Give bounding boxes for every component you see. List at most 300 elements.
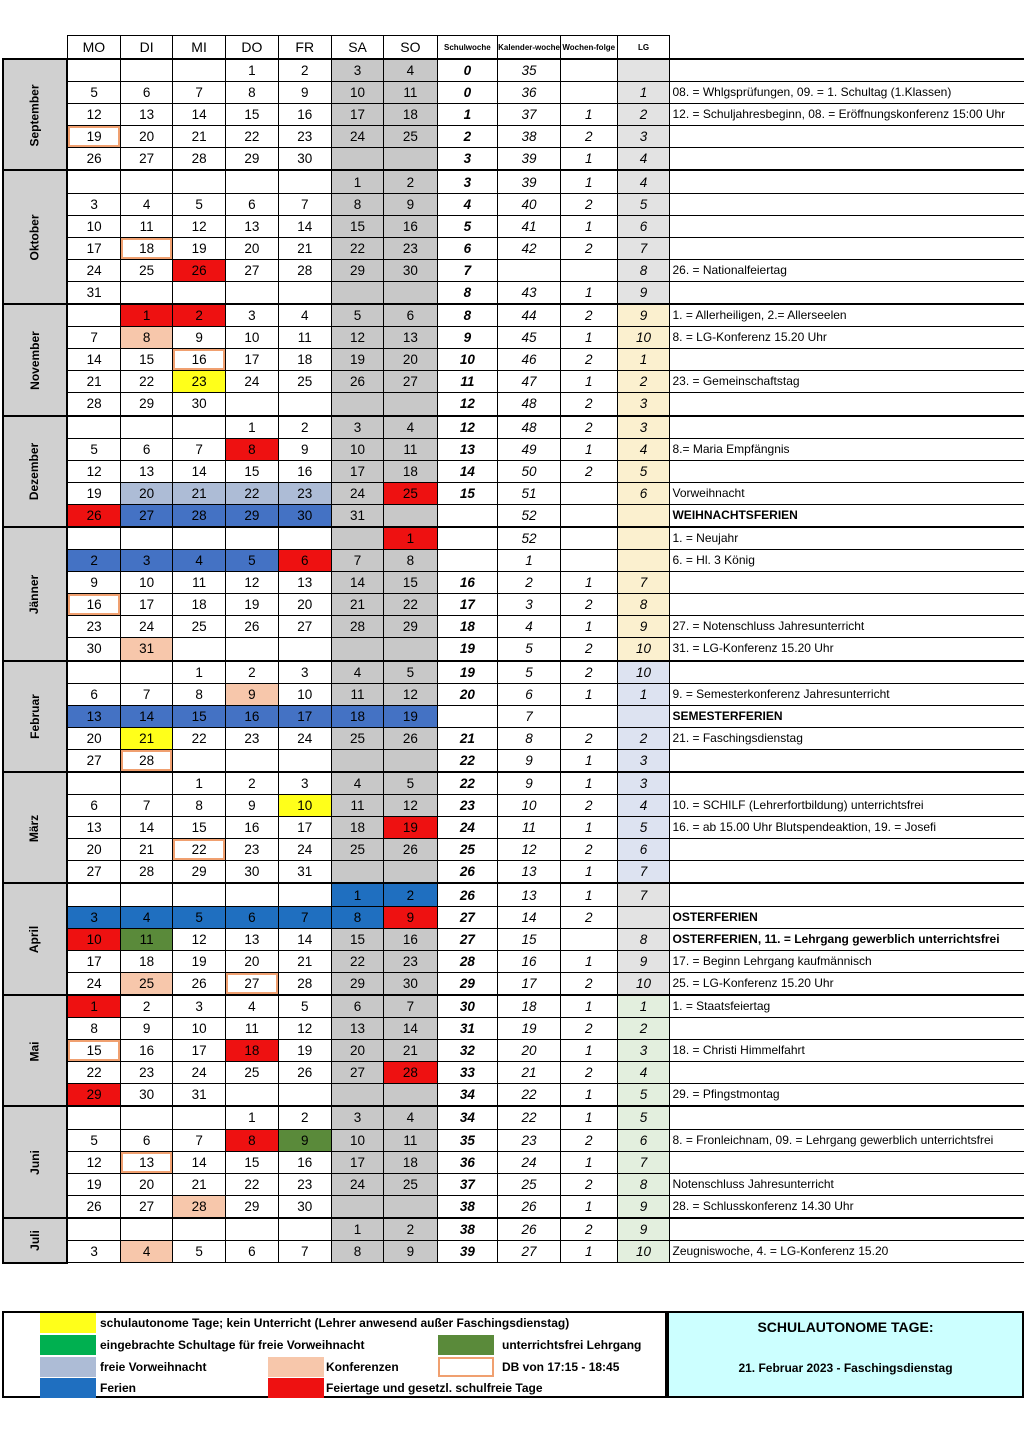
kalenderwoche-cell: 45 — [498, 327, 561, 349]
day-cell: 21 — [67, 371, 121, 393]
day-cell: 20 — [226, 237, 279, 259]
wochenfolge-cell: 2 — [560, 126, 617, 148]
day-cell: 19 — [67, 482, 121, 504]
week-row — [3, 371, 1024, 393]
kalenderwoche-cell: 43 — [498, 281, 561, 304]
day-cell: 27 — [121, 1195, 173, 1218]
legend-grayblue-label: freie Vorweihnacht — [100, 1360, 207, 1374]
wochenfolge-cell: 1 — [560, 861, 617, 884]
lg-cell: 5 — [617, 817, 670, 839]
day-cell — [67, 1106, 121, 1129]
kalenderwoche-cell: 23 — [498, 1129, 561, 1151]
day-cell: 9 — [67, 572, 121, 594]
wochenfolge-cell: 1 — [560, 749, 617, 772]
note-cell — [670, 1062, 1024, 1084]
week-row — [3, 126, 1024, 148]
lg-cell: 6 — [617, 215, 670, 237]
schulwoche-header: Schulwoche — [437, 36, 498, 60]
day-cell: 24 — [226, 371, 279, 393]
day-cell — [384, 281, 437, 304]
schulwoche-cell: 24 — [437, 817, 498, 839]
day-cell: 4 — [331, 772, 383, 795]
day-cell: 12 — [384, 683, 437, 705]
note-cell: 9. = Semesterkonferenz Jahresunterricht — [670, 683, 1024, 705]
week-row — [3, 705, 1024, 727]
schulwoche-cell: 7 — [437, 259, 498, 281]
day-cell: 17 — [67, 237, 121, 259]
day-cell: 16 — [278, 1151, 331, 1173]
day-cell: 27 — [67, 749, 121, 772]
weekday-header: MI — [173, 36, 226, 60]
legend-peach-label: Konferenzen — [326, 1360, 399, 1374]
note-cell: 8.= Maria Empfängnis — [670, 438, 1024, 460]
schulwoche-cell: 27 — [437, 906, 498, 928]
day-cell: 5 — [173, 1240, 226, 1262]
day-cell: 15 — [173, 817, 226, 839]
day-cell — [121, 170, 173, 193]
day-cell — [67, 416, 121, 439]
day-cell: 27 — [121, 504, 173, 527]
note-cell — [670, 1218, 1024, 1241]
note-cell: WEIHNACHTSFERIEN — [670, 504, 1024, 527]
schulwoche-cell: 8 — [437, 281, 498, 304]
day-cell: 22 — [226, 482, 279, 504]
note-cell — [670, 460, 1024, 482]
kalenderwoche-cell: 35 — [498, 59, 561, 82]
day-cell: 20 — [67, 839, 121, 861]
lg-cell: 5 — [617, 1084, 670, 1107]
day-cell: 8 — [331, 193, 383, 215]
wochenfolge-cell: 2 — [560, 237, 617, 259]
day-cell: 2 — [226, 772, 279, 795]
wochenfolge-cell: 1 — [560, 995, 617, 1018]
day-cell: 12 — [67, 1151, 121, 1173]
day-cell: 8 — [226, 438, 279, 460]
kalenderwoche-cell: 17 — [498, 972, 561, 995]
note-cell: 18. = Christi Himmelfahrt — [670, 1040, 1024, 1062]
day-cell: 26 — [173, 259, 226, 281]
legend-peach-swatch — [268, 1357, 324, 1377]
day-cell: 20 — [384, 349, 437, 371]
schulwoche-cell: 23 — [437, 795, 498, 817]
day-cell: 14 — [67, 349, 121, 371]
legend-grayblue-swatch — [40, 1357, 96, 1377]
day-cell: 13 — [67, 705, 121, 727]
kalenderwoche-cell: 26 — [498, 1195, 561, 1218]
lg-cell: 4 — [617, 170, 670, 193]
day-cell: 7 — [121, 683, 173, 705]
wochenfolge-cell: 2 — [560, 460, 617, 482]
week-row — [3, 1062, 1024, 1084]
schulwoche-cell: 34 — [437, 1106, 498, 1129]
month-name: März — [27, 814, 42, 842]
lg-cell: 3 — [617, 749, 670, 772]
day-cell: 11 — [384, 438, 437, 460]
wochenfolge-cell: 1 — [560, 616, 617, 638]
day-cell: 2 — [121, 995, 173, 1018]
day-cell: 26 — [226, 616, 279, 638]
wochenfolge-cell: 2 — [560, 795, 617, 817]
day-cell: 29 — [173, 861, 226, 884]
kalenderwoche-cell: 52 — [498, 527, 561, 550]
day-cell — [173, 527, 226, 550]
wochenfolge-cell: 1 — [560, 327, 617, 349]
schulwoche-cell — [437, 504, 498, 527]
legend-lehrgang-label: unterrichtsfrei Lehrgang — [502, 1338, 642, 1352]
schulwoche-cell — [437, 705, 498, 727]
wochenfolge-cell: 2 — [560, 727, 617, 749]
day-cell — [67, 772, 121, 795]
day-cell: 22 — [173, 727, 226, 749]
kalenderwoche-cell: 51 — [498, 482, 561, 504]
day-cell: 23 — [384, 237, 437, 259]
month-name: April — [27, 926, 42, 954]
day-cell: 8 — [226, 82, 279, 104]
week-row — [3, 1195, 1024, 1218]
day-cell: 9 — [384, 906, 437, 928]
day-cell: 25 — [331, 727, 383, 749]
week-row — [3, 193, 1024, 215]
day-cell: 7 — [67, 327, 121, 349]
note-cell: OSTERFERIEN, 11. = Lehrgang gewerblich unterrichtsfrei — [670, 928, 1024, 950]
day-cell: 22 — [173, 839, 226, 861]
wochenfolge-cell: 1 — [560, 1084, 617, 1107]
day-cell — [331, 861, 383, 884]
day-cell: 2 — [67, 550, 121, 572]
day-cell: 3 — [331, 59, 383, 82]
schulwoche-cell: 6 — [437, 237, 498, 259]
note-cell: 10. = SCHILF (Lehrerfortbildung) unterrichtsfrei — [670, 795, 1024, 817]
week-row — [3, 148, 1024, 171]
lg-cell: 6 — [617, 1129, 670, 1151]
day-cell: 12 — [173, 215, 226, 237]
weekday-header: SA — [331, 36, 383, 60]
day-cell: 15 — [226, 104, 279, 126]
kalenderwoche-cell: 46 — [498, 349, 561, 371]
day-cell — [384, 1195, 437, 1218]
note-cell: 29. = Pfingstmontag — [670, 1084, 1024, 1107]
day-cell: 1 — [173, 661, 226, 684]
day-cell: 20 — [226, 950, 279, 972]
day-cell: 8 — [173, 795, 226, 817]
schulwoche-cell: 26 — [437, 883, 498, 906]
day-cell: 11 — [384, 82, 437, 104]
day-cell: 2 — [384, 1218, 437, 1241]
day-cell: 6 — [121, 82, 173, 104]
day-cell: 27 — [121, 148, 173, 171]
day-cell: 10 — [173, 1018, 226, 1040]
week-row — [3, 349, 1024, 371]
day-cell — [278, 393, 331, 416]
lg-cell: 8 — [617, 594, 670, 616]
day-cell — [331, 393, 383, 416]
lg-cell: 9 — [617, 1218, 670, 1241]
kalenderwoche-cell: 3 — [498, 594, 561, 616]
day-cell: 11 — [278, 327, 331, 349]
day-cell: 7 — [384, 995, 437, 1018]
day-cell: 27 — [384, 371, 437, 393]
day-cell: 1 — [121, 304, 173, 327]
note-cell — [670, 59, 1024, 82]
day-cell: 8 — [67, 1018, 121, 1040]
day-cell: 6 — [226, 193, 279, 215]
day-cell: 29 — [331, 259, 383, 281]
week-row — [3, 550, 1024, 572]
day-cell: 4 — [384, 59, 437, 82]
weekday-header: DI — [121, 36, 173, 60]
day-cell: 28 — [173, 504, 226, 527]
day-cell: 5 — [67, 1129, 121, 1151]
day-cell: 10 — [226, 327, 279, 349]
lg-cell: 1 — [617, 995, 670, 1018]
kalenderwoche-cell: 42 — [498, 237, 561, 259]
wochenfolge-cell: 2 — [560, 661, 617, 684]
week-row — [3, 683, 1024, 705]
day-cell: 13 — [384, 327, 437, 349]
day-cell: 16 — [226, 817, 279, 839]
day-cell: 2 — [278, 1106, 331, 1129]
day-cell: 18 — [278, 349, 331, 371]
day-cell: 2 — [173, 304, 226, 327]
week-row — [3, 616, 1024, 638]
day-cell: 11 — [121, 928, 173, 950]
week-row — [3, 661, 1024, 684]
day-cell: 25 — [173, 616, 226, 638]
month-label-cell — [3, 1106, 67, 1217]
note-cell: 1. = Neujahr — [670, 527, 1024, 550]
day-cell: 1 — [226, 59, 279, 82]
lg-cell: 6 — [617, 839, 670, 861]
day-cell: 1 — [384, 527, 437, 550]
day-cell: 16 — [121, 1040, 173, 1062]
day-cell: 29 — [384, 616, 437, 638]
day-cell: 6 — [278, 550, 331, 572]
day-cell: 30 — [384, 972, 437, 995]
schulwoche-cell: 32 — [437, 1040, 498, 1062]
day-cell: 3 — [67, 906, 121, 928]
day-cell: 28 — [121, 749, 173, 772]
day-cell — [121, 1106, 173, 1129]
schulwoche-cell — [437, 550, 498, 572]
legend-orange-label: DB von 17:15 - 18:45 — [502, 1360, 620, 1374]
day-cell: 21 — [278, 237, 331, 259]
day-cell: 8 — [331, 1240, 383, 1262]
week-row — [3, 59, 1024, 82]
week-row — [3, 928, 1024, 950]
week-row — [3, 215, 1024, 237]
day-cell — [278, 527, 331, 550]
lg-cell: 2 — [617, 1018, 670, 1040]
schulwoche-cell: 29 — [437, 972, 498, 995]
day-cell: 2 — [226, 661, 279, 684]
day-cell: 23 — [278, 1173, 331, 1195]
day-cell: 19 — [331, 349, 383, 371]
week-row — [3, 861, 1024, 884]
day-cell: 18 — [121, 950, 173, 972]
week-row — [3, 795, 1024, 817]
note-cell — [670, 393, 1024, 416]
schulwoche-cell: 34 — [437, 1084, 498, 1107]
autonomous-title: SCHULAUTONOME TAGE: — [757, 1319, 934, 1335]
day-cell: 16 — [67, 594, 121, 616]
day-cell: 5 — [226, 550, 279, 572]
schulwoche-cell — [437, 527, 498, 550]
day-cell: 5 — [384, 661, 437, 684]
week-row — [3, 839, 1024, 861]
day-cell: 10 — [331, 438, 383, 460]
schulwoche-cell: 30 — [437, 995, 498, 1018]
day-cell: 26 — [67, 504, 121, 527]
day-cell: 30 — [278, 1195, 331, 1218]
day-cell — [278, 281, 331, 304]
lg-cell: 4 — [617, 148, 670, 171]
day-cell: 3 — [278, 661, 331, 684]
legend-yellow-swatch — [40, 1313, 96, 1333]
legend-darkgreen-swatch — [438, 1335, 494, 1355]
kalenderwoche-cell: 5 — [498, 661, 561, 684]
day-cell — [226, 749, 279, 772]
note-cell: 08. = Whlgsprüfungen, 09. = 1. Schultag (1.Klassen) — [670, 82, 1024, 104]
day-cell: 2 — [384, 883, 437, 906]
day-cell: 26 — [384, 727, 437, 749]
day-cell: 23 — [278, 126, 331, 148]
month-name: Dezember — [27, 443, 42, 501]
kalenderwoche-cell: 7 — [498, 705, 561, 727]
day-cell: 1 — [67, 995, 121, 1018]
lg-cell: 9 — [617, 1195, 670, 1218]
day-cell: 3 — [331, 416, 383, 439]
schulwoche-cell: 26 — [437, 861, 498, 884]
day-cell: 6 — [226, 1240, 279, 1262]
kalenderwoche-cell: 8 — [498, 727, 561, 749]
day-cell: 26 — [67, 1195, 121, 1218]
day-cell: 18 — [384, 460, 437, 482]
kalenderwoche-cell: 15 — [498, 928, 561, 950]
kalenderwoche-cell: 49 — [498, 438, 561, 460]
day-cell: 6 — [121, 1129, 173, 1151]
day-cell: 18 — [226, 1040, 279, 1062]
day-cell: 29 — [226, 148, 279, 171]
day-cell: 5 — [67, 82, 121, 104]
note-cell — [670, 1151, 1024, 1173]
day-cell: 4 — [121, 193, 173, 215]
day-cell: 29 — [226, 504, 279, 527]
wochenfolge-cell — [560, 259, 617, 281]
day-cell — [67, 304, 121, 327]
day-cell: 1 — [226, 416, 279, 439]
day-cell: 28 — [331, 616, 383, 638]
day-cell: 24 — [67, 259, 121, 281]
day-cell — [384, 1084, 437, 1107]
note-cell — [670, 126, 1024, 148]
day-cell: 22 — [384, 594, 437, 616]
day-cell: 18 — [384, 1151, 437, 1173]
note-cell — [670, 749, 1024, 772]
day-cell: 14 — [121, 705, 173, 727]
week-row — [3, 594, 1024, 616]
kalenderwoche-cell — [498, 259, 561, 281]
kalenderwoche-cell: 44 — [498, 304, 561, 327]
week-row — [3, 416, 1024, 439]
day-cell: 1 — [331, 170, 383, 193]
day-cell: 16 — [384, 215, 437, 237]
kalenderwoche-cell: 48 — [498, 416, 561, 439]
day-cell: 26 — [384, 839, 437, 861]
day-cell — [278, 749, 331, 772]
note-cell: Zeugniswoche, 4. = LG-Konferenz 15.20 — [670, 1240, 1024, 1262]
month-name: Oktober — [27, 214, 42, 261]
wochenfolge-cell: 1 — [560, 438, 617, 460]
day-cell: 25 — [384, 1173, 437, 1195]
day-cell: 30 — [278, 504, 331, 527]
day-cell: 21 — [173, 126, 226, 148]
day-cell: 3 — [67, 193, 121, 215]
week-row — [3, 438, 1024, 460]
day-cell — [173, 749, 226, 772]
day-cell: 26 — [67, 148, 121, 171]
day-cell: 10 — [67, 215, 121, 237]
day-cell: 21 — [173, 1173, 226, 1195]
lg-cell — [617, 504, 670, 527]
day-cell: 28 — [173, 1195, 226, 1218]
day-cell: 25 — [121, 972, 173, 995]
day-cell: 23 — [384, 950, 437, 972]
wochenfolge-cell: 2 — [560, 972, 617, 995]
day-cell: 7 — [173, 82, 226, 104]
note-cell — [670, 861, 1024, 884]
schulwoche-cell: 18 — [437, 616, 498, 638]
day-cell — [226, 883, 279, 906]
day-cell — [278, 638, 331, 661]
day-cell — [331, 1084, 383, 1107]
day-cell: 8 — [226, 1129, 279, 1151]
day-cell: 25 — [384, 482, 437, 504]
day-cell: 28 — [278, 259, 331, 281]
note-cell: 16. = ab 15.00 Uhr Blutspendeaktion, 19. = Josefi — [670, 817, 1024, 839]
day-cell: 11 — [226, 1018, 279, 1040]
day-cell — [121, 1218, 173, 1241]
month-label-cell — [3, 416, 67, 527]
day-cell — [121, 883, 173, 906]
day-cell: 23 — [226, 727, 279, 749]
day-cell: 21 — [331, 594, 383, 616]
note-cell — [670, 883, 1024, 906]
note-cell — [670, 148, 1024, 171]
day-cell: 30 — [384, 259, 437, 281]
kalenderwoche-cell: 4 — [498, 616, 561, 638]
day-cell: 10 — [278, 683, 331, 705]
day-cell: 18 — [173, 594, 226, 616]
autonomous-days-box — [667, 1311, 1024, 1398]
day-cell: 2 — [278, 416, 331, 439]
day-cell: 6 — [67, 683, 121, 705]
wochenfolge-cell — [560, 527, 617, 550]
schulwoche-cell: 1 — [437, 104, 498, 126]
note-cell — [670, 594, 1024, 616]
day-cell: 15 — [67, 1040, 121, 1062]
kalenderwoche-cell: 9 — [498, 749, 561, 772]
day-cell: 27 — [278, 616, 331, 638]
kalenderwoche-cell: 38 — [498, 126, 561, 148]
day-cell — [226, 527, 279, 550]
day-cell — [173, 883, 226, 906]
day-cell — [226, 170, 279, 193]
day-cell: 29 — [67, 1084, 121, 1107]
day-cell: 4 — [384, 416, 437, 439]
lg-cell: 1 — [617, 683, 670, 705]
lg-cell: 5 — [617, 460, 670, 482]
day-cell: 14 — [331, 572, 383, 594]
